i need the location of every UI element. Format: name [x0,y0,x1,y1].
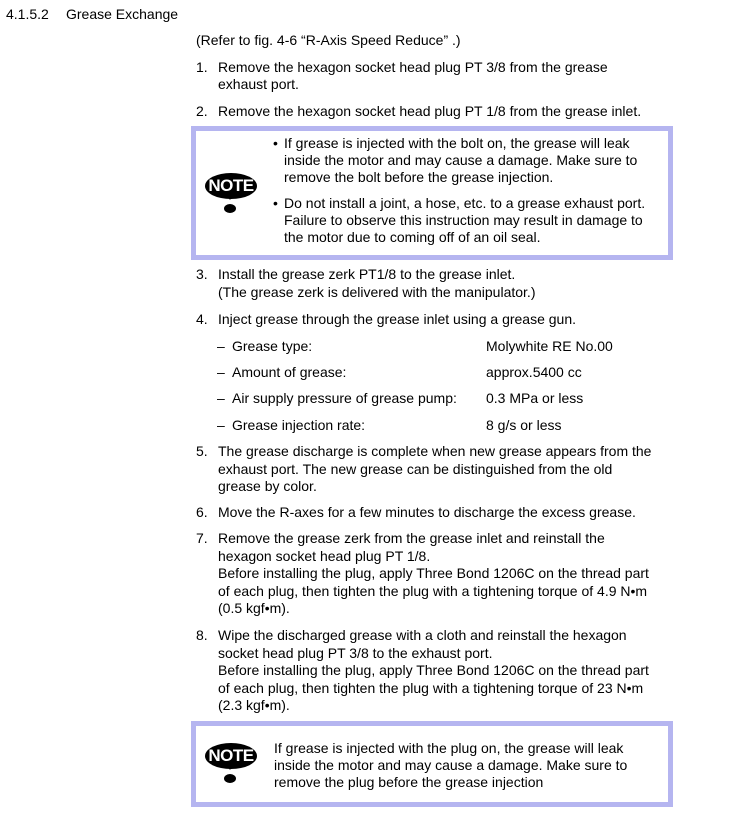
step-text: exhaust port. The new grease can be distinguished from the old [218,461,613,477]
bullet: • [273,195,278,211]
spec-value: 8 g/s or less [486,417,562,433]
step-text: Remove the grease zerk from the grease inlet and reinstall the [218,530,605,546]
note-text: Do not install a joint, a hose, etc. to a grease exhaust port. [284,195,646,211]
note-text: remove the bolt before the grease injection. [284,169,554,185]
spec-label: Amount of grease: [232,364,347,380]
step-text: hexagon socket head plug PT 1/8. [218,548,431,564]
step-text: Install the grease zerk PT1/8 to the grease inlet. [218,266,516,282]
step-number: 7. [196,530,208,546]
step-text: exhaust port. [218,76,299,92]
step-number: 6. [196,504,208,520]
step-text: Before installing the plug, apply Three Bond 1206C on the thread part [218,565,649,581]
step-text: Remove the hexagon socket head plug PT 3/8 from the grease [218,59,608,75]
note-stem [225,192,235,200]
step-number: 5. [196,443,208,459]
note-text: If grease is injected with the bolt on, the grease will leak [284,135,630,151]
note-box [191,126,673,260]
note-dot [224,774,236,783]
step-text: Before installing the plug, apply Three Bond 1206C on the thread part [218,662,649,678]
section-title: Grease Exchange [66,6,179,22]
spec-label: Grease type: [232,338,313,354]
step-text: Remove the hexagon socket head plug PT 1/8 from the grease inlet. [218,103,642,119]
section-number: 4.1.5.2 [6,6,49,22]
spec-dash: – [217,417,225,433]
note-icon [202,743,258,785]
step-number: 3. [196,266,208,282]
step-number: 4. [196,311,208,327]
note-box [191,721,673,807]
step-text: Move the R-axes for a few minutes to discharge the excess grease. [218,504,636,520]
step-text: (The grease zerk is delivered with the manipulator.) [218,284,536,300]
spec-value: approx.5400 cc [486,364,582,380]
spec-label: Grease injection rate: [232,417,366,433]
bullet: • [273,135,278,151]
step-text: (2.3 kgf•m). [218,697,290,713]
spec-dash: – [217,364,225,380]
note-text: Failure to observe this instruction may result in damage to [284,212,643,228]
refer-line: (Refer to fig. 4-6 “R-Axis Speed Reduce” .) [196,32,461,48]
step-text: Wipe the discharged grease with a cloth and reinstall the hexagon [218,627,627,643]
spec-value: Molywhite RE No.00 [486,338,613,354]
step-text: socket head plug PT 3/8 to the exhaust port. [218,645,493,661]
step-text: The grease discharge is complete when new grease appears from the [218,443,652,459]
spec-dash: – [217,390,225,406]
note-text: the motor due to coming off of an oil seal. [284,229,541,245]
step-number: 8. [196,627,208,643]
step-text: grease by color. [218,478,317,494]
note-label: NOTE [205,743,257,769]
note-text: If grease is injected with the plug on, the grease will leak [274,740,624,756]
spec-label: Air supply pressure of grease pump: [232,390,457,406]
step-text: (0.5 kgf•m). [218,600,290,616]
note-icon [202,173,258,215]
step-text: of each plug, then tighten the plug with a tightening torque of 23 N•m [218,680,644,696]
note-stem [225,762,235,770]
spec-value: 0.3 MPa or less [486,390,584,406]
spec-dash: – [217,338,225,354]
step-number: 1. [196,59,208,75]
note-dot [224,204,236,213]
step-text: Inject grease through the grease inlet using a grease gun. [218,311,577,327]
step-text: of each plug, then tighten the plug with a tightening torque of 4.9 N•m [218,583,648,599]
step-number: 2. [196,103,208,119]
note-text: remove the plug before the grease injection [274,774,544,790]
note-label: NOTE [205,173,257,199]
note-text: inside the motor and may cause a damage. Make sure to [274,757,628,773]
note-text: inside the motor and may cause a damage. Make sure to [284,152,638,168]
